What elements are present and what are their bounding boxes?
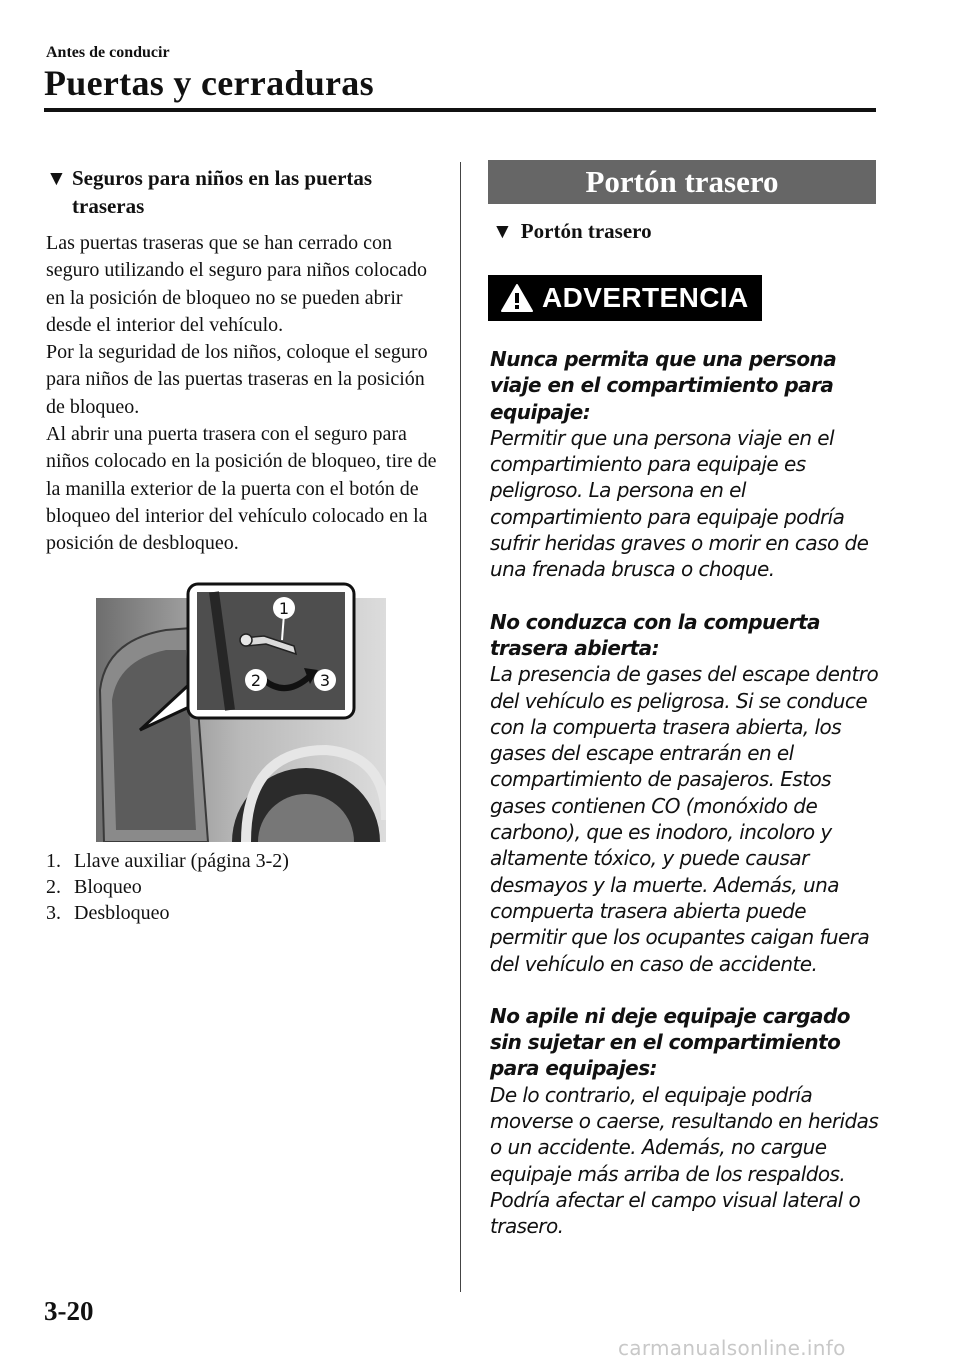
child-lock-body (46, 230, 446, 558)
watermark: carmanualsonline.info (618, 1336, 846, 1360)
section-title: Portón trasero (488, 160, 876, 204)
warning-item (490, 1003, 882, 1240)
warning-item (490, 609, 882, 977)
body-paragraph: Por la seguridad de los niños, coloque el seguro para niños de las puertas traseras en la posición de bloqueo. (46, 341, 428, 418)
warning-triangle-icon (500, 283, 534, 313)
legend-text: Desbloqueo (74, 902, 170, 924)
triangle-bullet-icon: ▼ (46, 166, 67, 190)
child-lock-heading (46, 164, 446, 220)
child-lock-illustration (96, 580, 386, 842)
legend-text: Bloqueo (74, 876, 142, 898)
header-rule (44, 108, 876, 112)
warning-body: De lo contrario, el equipaje podría moverse o caerse, resultando en heridas o un accidente. Además, no cargue equipaje más arriba de los respaldos. Podría afectar el campo visual lateral o trasero. (490, 1082, 879, 1239)
warning-label: ADVERTENCIA (542, 282, 749, 313)
body-paragraph: Las puertas traseras que se han cerrado con seguro utilizando el seguro para niños colocado en la posición de bloqueo no se pueden abrir desde el interior del vehículo. (46, 232, 427, 336)
door-panel (112, 650, 196, 830)
tailgate-subheading (492, 217, 652, 245)
warning-text (490, 346, 882, 1266)
tailgate-subheading-text: Portón trasero (520, 219, 652, 243)
legend-item (46, 900, 446, 926)
warning-lead: No apile ni deje equipaje cargado sin sujetar en el compartimiento para equipajes: (490, 1003, 850, 1081)
legend-number: 1. (46, 850, 61, 872)
page-number: 3-20 (44, 1296, 94, 1326)
warning-badge (488, 275, 762, 321)
child-lock-figure (96, 580, 386, 842)
chapter-label: Antes de conducir (46, 44, 170, 61)
warning-lead: No conduzca con la compuerta trasera abierta: (490, 609, 820, 660)
warning-item (490, 346, 882, 583)
legend-text: Llave auxiliar (página 3-2) (74, 850, 289, 872)
body-paragraph: Al abrir una puerta trasera con el seguro para niños colocado en la posición de bloqueo, tire de la manilla exterior de la puerta con el botón de bloqueo del interior del vehículo colocado en la posición de desbloqueo. (46, 423, 437, 555)
callout-1: 1 (278, 599, 290, 618)
warning-body: La presencia de gases del escape dentro del vehículo es peligrosa. Si se conduce con la compuerta trasera abierta, los gases del escape entrarán en el compartimiento de pasajeros. Estos gases contienen CO (monóxido de carbono), que es inodoro, incoloro y altamente tóxico, y puede causar desmayos y la muerte. Además, una compuerta trasera abierta puede permitir que los ocupantes caigan fuera del vehículo en caso de accidente. (490, 662, 879, 976)
legend-number: 2. (46, 876, 61, 898)
legend-item (46, 874, 446, 900)
callout-3: 3 (319, 671, 331, 690)
latch-pivot (240, 634, 252, 646)
page-title: Puertas y cerraduras (44, 63, 374, 103)
legend-number: 3. (46, 902, 61, 924)
warning-body: Permitir que una persona viaje en el compartimiento para equipaje es peligroso. La persona en el compartimiento para equipaje podría sufrir heridas graves o morir en caso de una frenada brusca o choque. (490, 425, 869, 582)
callout-2: 2 (250, 671, 262, 690)
warning-lead: Nunca permita que una persona viaje en el compartimiento para equipaje: (490, 347, 837, 424)
legend-item (46, 848, 446, 874)
triangle-bullet-icon: ▼ (492, 219, 513, 243)
child-lock-heading-text: Seguros para niños en las puertas traseras (72, 166, 373, 218)
column-divider (460, 162, 461, 1292)
figure-legend (46, 848, 446, 926)
